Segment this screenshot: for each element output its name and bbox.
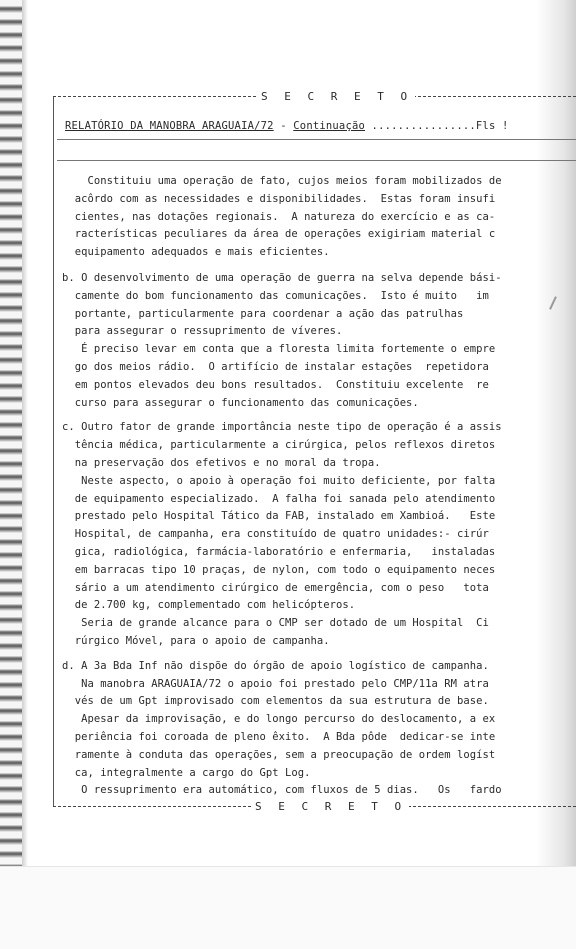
- text-line: vés de um Gpt improvisado com elementos da sua estrutura de base.: [62, 695, 489, 708]
- body-text: [62, 175, 576, 795]
- text-line: É preciso levar em conta que a floresta limita fortemente o empre: [62, 343, 496, 356]
- text-line: camente do bom funcionamento das comunicações. Isto é muito im: [62, 289, 489, 302]
- text-line: Apesar da improvisação, e do longo percurso do deslocamento, a ex: [62, 713, 496, 726]
- heading-separator: -: [273, 120, 294, 132]
- page-number-label: Fls !: [475, 120, 509, 132]
- report-heading: [65, 120, 576, 132]
- text-line: para assegurar o ressuprimento de víveres.: [62, 325, 343, 338]
- binding-shadow: [22, 0, 28, 870]
- text-line: curso para assegurar o funcionamento das comunicações.: [62, 396, 419, 409]
- text-line: Seria de grande alcance para o CMP ser dotado de um Hospital Ci: [62, 617, 489, 630]
- text-line: de 2.700 kg, complementado com helicópteros.: [62, 599, 356, 612]
- heading-rule-1: [57, 139, 576, 140]
- text-line: tência médica, particularmente a cirúrgica, pelos reflexos diretos: [62, 439, 496, 452]
- text-line: equipamento adequados e mais eficientes.: [62, 246, 330, 259]
- text-line: prestado pelo Hospital Tático da FAB, instalado em Xambioá. Este: [62, 510, 496, 523]
- binding-holes: [0, 0, 24, 870]
- classification-bottom: S E C R E T O: [252, 800, 409, 813]
- continuation-label: Continuação: [293, 120, 366, 132]
- text-line: em pontos elevados deu bons resultados. Constituiu excelente re: [62, 378, 489, 391]
- text-line: periência foi coroada de pleno êxito. A Bda pôde dedicar-se inte: [62, 731, 496, 743]
- text-line: ramente à conduta das operações, sem a preocupação de ordem logíst: [62, 748, 496, 761]
- report-title: RELATÓRIO DA MANOBRA ARAGUAIA/72: [65, 120, 274, 132]
- text-line: Hospital, de campanha, era constituído de quatro unidades:- cirúr: [62, 528, 489, 541]
- text-line: racterísticas peculiares da área de operações exigiriam material c: [62, 228, 496, 241]
- text-line: portante, particularmente para coordenar a ação das patrulhas: [62, 307, 464, 320]
- classification-top: S E C R E T O: [258, 90, 415, 103]
- heading-rule-2: [57, 160, 576, 161]
- text-line: d. A 3a Bda Inf não dispõe do órgão de apoio logístico de campanha.: [62, 659, 489, 672]
- text-line: O ressuprimento era automático, com fluxos de 5 dias. Os fardo: [62, 784, 502, 795]
- dot-leader: ................: [365, 120, 476, 132]
- text-line: na preservação dos efetivos e no moral da tropa.: [62, 457, 381, 469]
- text-line: acôrdo com as necessidades e disponibilidades. Estas foram insufi: [62, 192, 496, 205]
- blank-bottom-margin: [0, 866, 576, 949]
- text-line: em barracas tipo 10 praças, de nylon, com todo o equipamento neces: [62, 563, 496, 576]
- text-line: c. Outro fator de grande importância neste tipo de operação é a assis: [62, 421, 502, 434]
- text-line: b. O desenvolvimento de uma operação de guerra na selva depende bási-: [62, 272, 502, 284]
- text-line: Neste aspecto, o apoio à operação foi muito deficiente, por falta: [62, 474, 496, 487]
- text-line: rúrgico Móvel, para o apoio de campanha.: [62, 635, 330, 647]
- text-line: de equipamento especializado. A falha foi sanada pelo atendimento: [62, 492, 496, 505]
- text-line: Constituiu uma operação de fato, cujos meios foram mobilizados de: [62, 175, 502, 187]
- text-line: go dos meios rádio. O artifício de instalar estações repetidora: [62, 361, 489, 373]
- text-line: gica, radiológica, farmácia-laboratório e enfermaria, instaladas: [62, 546, 496, 558]
- text-line: cientes, nas dotações regionais. A natureza do exercício e as ca-: [62, 210, 496, 223]
- text-line: Na manobra ARAGUAIA/72 o apoio foi prestado pelo CMP/11a RM atra: [62, 677, 489, 690]
- text-line: ca, integralmente a cargo do Gpt Log.: [62, 766, 311, 779]
- text-line: sário a um atendimento cirúrgico de emergência, com o peso tota: [62, 581, 489, 594]
